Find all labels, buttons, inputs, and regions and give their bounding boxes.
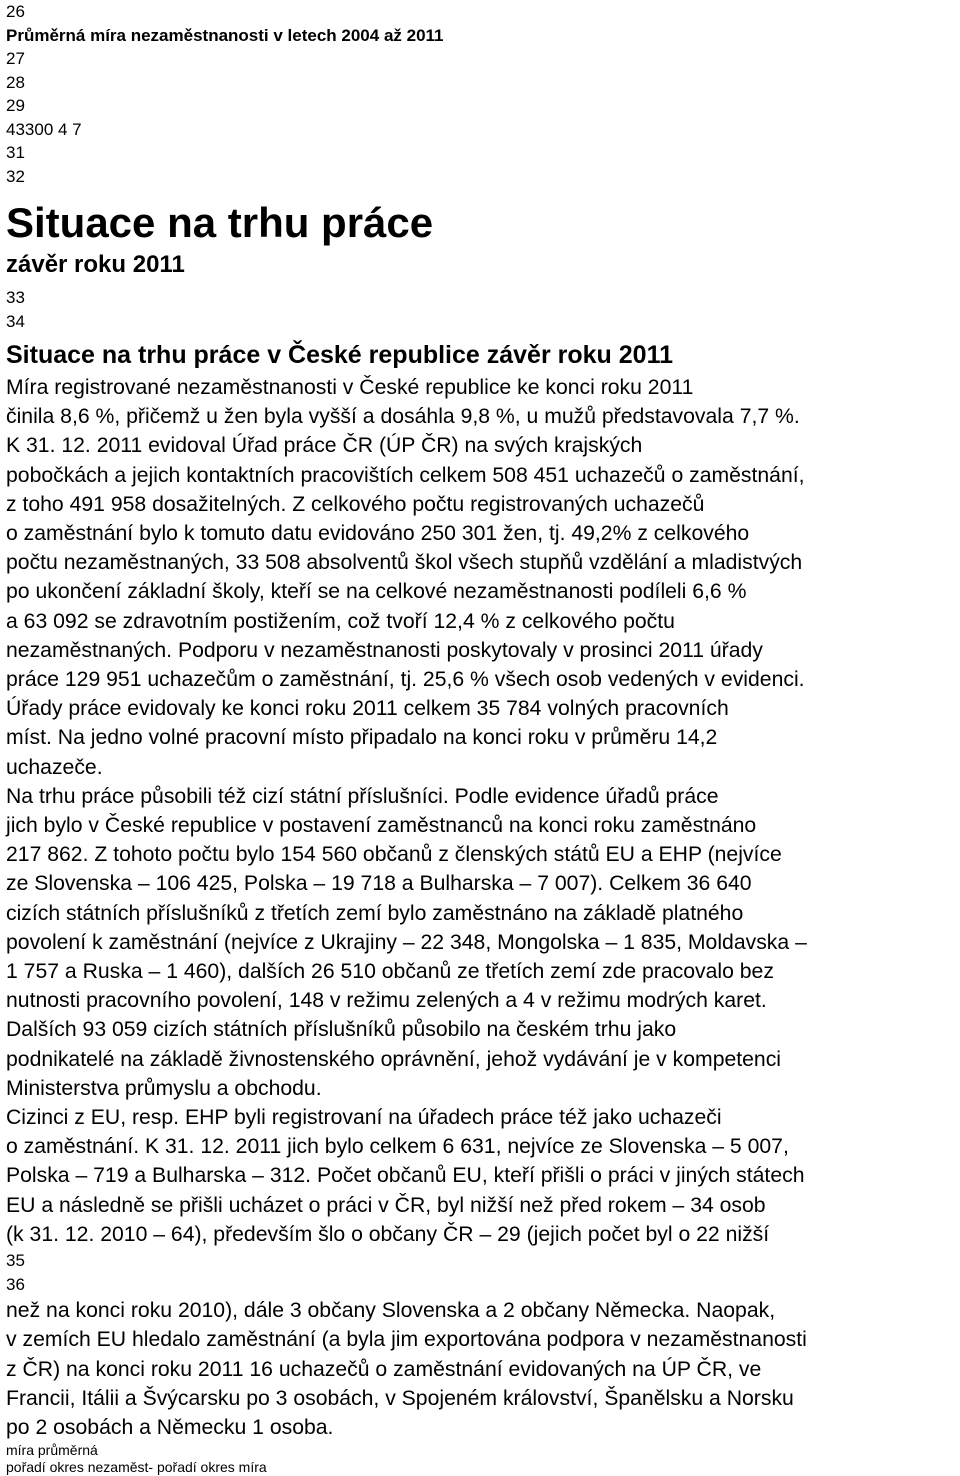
text-line: povolení k zaměstnání (nejvíce z Ukrajiny – 22 348, Mongolska – 1 835, Moldavska – [6, 930, 807, 954]
article-title: Situace na trhu práce v České republice závěr roku 2011 [6, 341, 673, 369]
text-line: podnikatelé na základě živnostenského oprávnění, jehož vydávání je v kompetenci [6, 1047, 782, 1071]
text-line: 217 862. Z tohoto počtu bylo 154 560 občanů z členských států EU a EHP (nejvíce [6, 843, 782, 867]
text-line: Dalších 93 059 cizích státních příslušníků působilo na českém trhu jako [6, 1018, 677, 1042]
text-line: jich bylo v České republice v postavení zaměstnanců na konci roku zaměstnáno [6, 814, 757, 838]
text-line: činila 8,6 %, přičemž u žen byla vyšší a dosáhla 9,8 %, u mužů představovala 7,7 %. [6, 405, 800, 429]
text-line: Cizinci z EU, resp. EHP byli registrovaní na úřadech práce též jako uchazeči [6, 1106, 722, 1130]
text-line: Úřady práce evidovaly ke konci roku 2011 celkem 35 784 volných pracovních [6, 697, 729, 721]
page-number: 35 [6, 1251, 25, 1271]
text-line: z ČR) na konci roku 2011 16 uchazečů o zaměstnání evidovaných na ÚP ČR, ve [6, 1357, 762, 1381]
section-title: Situace na trhu práce [6, 199, 434, 246]
text-line: po ukončení základní školy, kteří se na celkové nezaměstnanosti podíleli 6,6 % [6, 580, 747, 604]
text-line: po 2 osobách a Německu 1 osoba. [6, 1415, 334, 1439]
text-line: míst. Na jedno volné pracovní místo připadalo na konci roku v průměru 14,2 [6, 726, 718, 750]
text-line: 1 757 a Ruska – 1 460), dalších 26 510 občanů ze třetích zemí zde pracovalo bez [6, 960, 774, 984]
page-number: 34 [6, 311, 25, 331]
text-line: o zaměstnání. K 31. 12. 2011 jich bylo celkem 6 631, nejvíce ze Slovenska – 5 007, [6, 1135, 789, 1159]
text-line: K 31. 12. 2011 evidoval Úřad práce ČR (ÚP ČR) na svých krajských [6, 434, 643, 458]
text-line: pobočkách a jejich kontaktních pracovištích celkem 508 451 uchazečů o zaměstnání, [6, 463, 805, 487]
text-line: Ministerstva průmyslu a obchodu. [6, 1076, 322, 1100]
text-line: počtu nezaměstnaných, 33 508 absolventů škol všech stupňů vzdělání a mladistvých [6, 551, 803, 575]
article-body-part2 [6, 1296, 960, 1442]
text-line: o zaměstnání bylo k tomuto datu evidováno 250 301 žen, tj. 49,2% z celkového [6, 522, 750, 546]
table-header-line: pořadí okres nezaměst- pořadí okres míra [6, 1459, 267, 1476]
page-number: 29 [6, 96, 25, 115]
page-number: 36 [6, 1274, 25, 1294]
text-line: nutnosti pracovního povolení, 148 v režimu zelených a 4 v režimu modrých karet. [6, 989, 767, 1013]
text-line: ze Slovenska – 106 425, Polska – 19 718 a Bulharska – 7 007). Celkem 36 640 [6, 872, 752, 896]
text-line: Francii, Itálii a Švýcarsku po 3 osobách, v Spojeném království, Španělsku a Norsku [6, 1386, 794, 1410]
article-body-part1 [6, 373, 960, 1249]
page-number: 28 [6, 72, 25, 92]
text-line: a 63 092 se zdravotním postižením, což tvoří 12,4 % z celkového počtu [6, 609, 675, 633]
text-line: Polska – 719 a Bulharska – 312. Počet občanů EU, kteří přišli o práci v jiných státech [6, 1164, 805, 1188]
page-number: 27 [6, 49, 25, 68]
garbled-text: 43300 4 7 [6, 119, 82, 139]
text-line: nezaměstnaných. Podporu v nezaměstnanosti poskytovaly v prosinci 2011 úřady [6, 638, 763, 662]
text-line: z toho 491 958 dosažitelných. Z celkového počtu registrovaných uchazečů [6, 492, 705, 516]
page-number: 33 [6, 288, 25, 307]
text-line: než na konci roku 2010), dále 3 občany Slovenska a 2 občany Německa. Naopak, [6, 1299, 776, 1323]
text-line: cizích státních příslušníků z třetích zemí bylo zaměstnáno na základě platného [6, 901, 744, 925]
text-line: uchazeče. [6, 755, 103, 779]
text-line: Na trhu práce působili též cizí státní příslušníci. Podle evidence úřadů práce [6, 784, 719, 808]
table-header-line: míra průměrná [6, 1442, 98, 1459]
chart-caption: Průměrná míra nezaměstnanosti v letech 2004 až 2011 [6, 25, 444, 45]
section-subtitle: závěr roku 2011 [6, 251, 185, 278]
text-line: (k 31. 12. 2010 – 64), především šlo o občany ČR – 29 (jejich počet byl o 22 nižší [6, 1222, 770, 1246]
text-line: EU a následně se přišli ucházet o práci v ČR, byl nižší než před rokem – 34 osob [6, 1193, 766, 1217]
text-line: v zemích EU hledalo zaměstnání (a byla jim exportována podpora v nezaměstnanosti [6, 1328, 807, 1352]
page-number: 31 [6, 143, 25, 162]
text-line: práce 129 951 uchazečům o zaměstnání, tj. 25,6 % všech osob vedených v evidenci. [6, 668, 805, 692]
page-number: 26 [6, 2, 25, 21]
page-number: 32 [6, 166, 25, 186]
text-line: Míra registrované nezaměstnanosti v České republice ke konci roku 2011 [6, 376, 694, 399]
